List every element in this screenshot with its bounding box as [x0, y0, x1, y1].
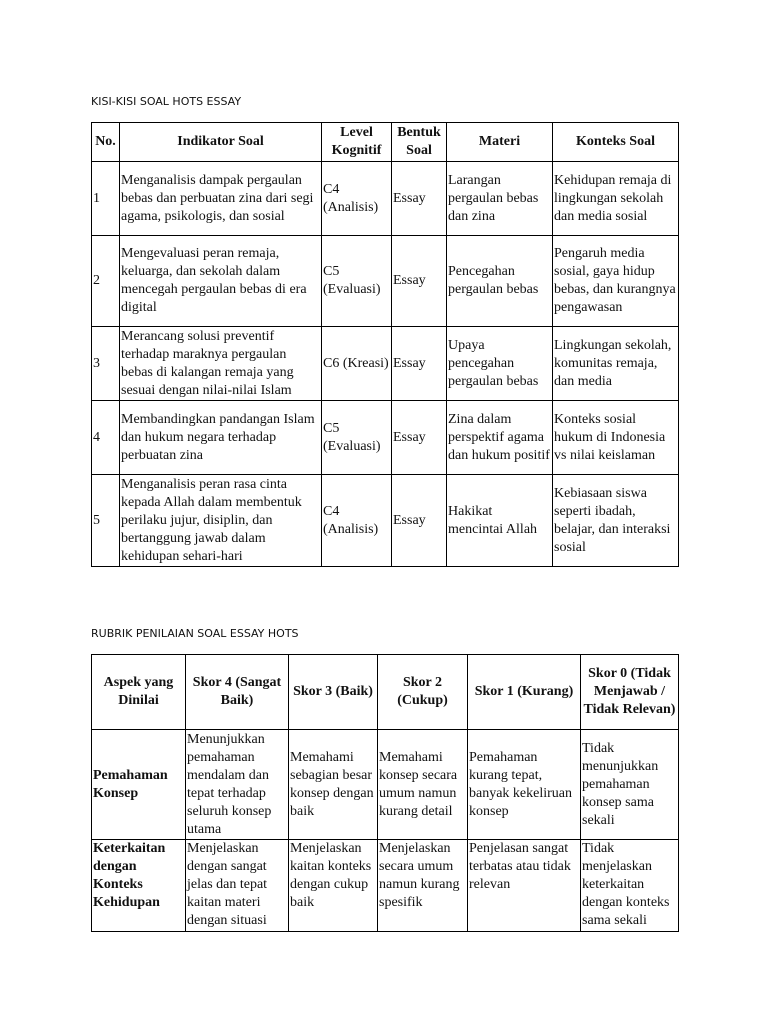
- cell-aspek: Pemahaman Konsep: [92, 730, 186, 840]
- cell-indikator: Merancang solusi preventif terhadap maraknya pergaulan bebas di kalangan remaja yang sesuai dengan nilai-nilai Islam: [120, 327, 322, 401]
- cell-skor-0: Tidak menunjukkan pemahaman konsep sama sekali: [581, 730, 679, 840]
- kisi-kisi-table: [91, 122, 679, 567]
- header-bentuk-soal: Bentuk Soal: [392, 123, 447, 162]
- cell-indikator: Menganalisis dampak pergaulan bebas dan perbuatan zina dari segi agama, psikologis, dan sosial: [120, 162, 322, 236]
- table-row: [92, 401, 679, 475]
- cell-skor-4: Menunjukkan pemahaman mendalam dan tepat terhadap seluruh konsep utama: [186, 730, 289, 840]
- cell-aspek: Keterkaitan dengan Konteks Kehidupan: [92, 840, 186, 932]
- cell-level: C5 (Evaluasi): [322, 401, 392, 475]
- cell-no: 5: [92, 475, 120, 567]
- cell-konteks: Lingkungan sekolah, komunitas remaja, dan media: [553, 327, 679, 401]
- cell-indikator: Menganalisis peran rasa cinta kepada Allah dalam membentuk perilaku jujur, disiplin, dan bertanggung jawab dalam kehidupan sehari-hari: [120, 475, 322, 567]
- cell-materi: Larangan pergaulan bebas dan zina: [447, 162, 553, 236]
- cell-skor-1: Pemahaman kurang tepat, banyak kekeliruan konsep: [468, 730, 581, 840]
- cell-materi: Upaya pencegahan pergaulan bebas: [447, 327, 553, 401]
- cell-skor-0: Tidak menjelaskan keterkaitan dengan konteks sama sekali: [581, 840, 679, 932]
- cell-materi: Pencegahan pergaulan bebas: [447, 236, 553, 327]
- header-skor-3: Skor 3 (Baik): [289, 655, 378, 730]
- cell-skor-3: Menjelaskan kaitan konteks dengan cukup baik: [289, 840, 378, 932]
- cell-level: C4 (Analisis): [322, 475, 392, 567]
- cell-bentuk: Essay: [392, 475, 447, 567]
- header-konteks-soal: Konteks Soal: [553, 123, 679, 162]
- table-row: [92, 236, 679, 327]
- cell-materi: Zina dalam perspektif agama dan hukum positif: [447, 401, 553, 475]
- cell-level: C4 (Analisis): [322, 162, 392, 236]
- cell-skor-2: Menjelaskan secara umum namun kurang spesifik: [378, 840, 468, 932]
- cell-materi: Hakikat mencintai Allah: [447, 475, 553, 567]
- cell-level: C6 (Kreasi): [322, 327, 392, 401]
- header-skor-4: Skor 4 (Sangat Baik): [186, 655, 289, 730]
- cell-bentuk: Essay: [392, 162, 447, 236]
- table-row: [92, 327, 679, 401]
- table-row: [92, 162, 679, 236]
- table-row: [92, 730, 679, 840]
- rubrik-table: [91, 654, 679, 932]
- header-materi: Materi: [447, 123, 553, 162]
- cell-indikator: Membandingkan pandangan Islam dan hukum negara terhadap perbuatan zina: [120, 401, 322, 475]
- table-header-row: [92, 655, 679, 730]
- header-skor-1: Skor 1 (Kurang): [468, 655, 581, 730]
- cell-no: 4: [92, 401, 120, 475]
- cell-skor-2: Memahami konsep secara umum namun kurang detail: [378, 730, 468, 840]
- cell-konteks: Kehidupan remaja di lingkungan sekolah dan media sosial: [553, 162, 679, 236]
- header-skor-2: Skor 2 (Cukup): [378, 655, 468, 730]
- cell-konteks: Pengaruh media sosial, gaya hidup bebas, dan kurangnya pengawasan: [553, 236, 679, 327]
- cell-no: 3: [92, 327, 120, 401]
- cell-bentuk: Essay: [392, 327, 447, 401]
- cell-skor-1: Penjelasan sangat terbatas atau tidak relevan: [468, 840, 581, 932]
- kisi-kisi-title: KISI-KISI SOAL HOTS ESSAY: [91, 95, 242, 108]
- cell-skor-3: Memahami sebagian besar konsep dengan baik: [289, 730, 378, 840]
- header-level-kognitif: Level Kognitif: [322, 123, 392, 162]
- cell-bentuk: Essay: [392, 236, 447, 327]
- header-no: No.: [92, 123, 120, 162]
- header-skor-0: Skor 0 (Tidak Menjawab / Tidak Relevan): [581, 655, 679, 730]
- cell-no: 2: [92, 236, 120, 327]
- table-row: [92, 475, 679, 567]
- cell-no: 1: [92, 162, 120, 236]
- cell-skor-4: Menjelaskan dengan sangat jelas dan tepat kaitan materi dengan situasi: [186, 840, 289, 932]
- cell-indikator: Mengevaluasi peran remaja, keluarga, dan sekolah dalam mencegah pergaulan bebas di era digital: [120, 236, 322, 327]
- table-header-row: [92, 123, 679, 162]
- cell-level: C5 (Evaluasi): [322, 236, 392, 327]
- table-row: [92, 840, 679, 932]
- cell-konteks: Kebiasaan siswa seperti ibadah, belajar, dan interaksi sosial: [553, 475, 679, 567]
- cell-konteks: Konteks sosial hukum di Indonesia vs nilai keislaman: [553, 401, 679, 475]
- header-aspek: Aspek yang Dinilai: [92, 655, 186, 730]
- header-indikator-soal: Indikator Soal: [120, 123, 322, 162]
- rubrik-title: RUBRIK PENILAIAN SOAL ESSAY HOTS: [91, 627, 299, 640]
- cell-bentuk: Essay: [392, 401, 447, 475]
